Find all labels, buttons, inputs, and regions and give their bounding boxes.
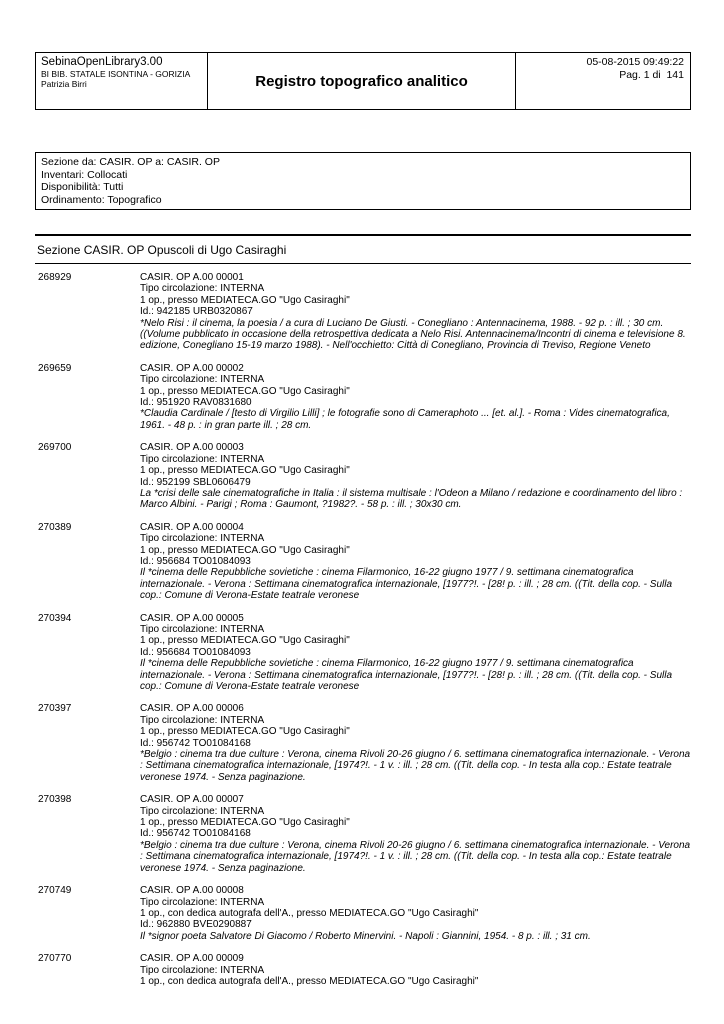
copies-line: 1 op., con dedica autografa dell'A., presso MEDIATECA.GO "Ugo Casiraghi" [140, 975, 479, 987]
bibliographic-description: La *crisi delle sale cinematografiche in Italia : il sistema multisale : l'Odeon a Milano / redazione e coordinamento del libro : Marco Albini. - Parigi ; Roma : Gaumont, ?1982?. - 58 p. : ill. ; 30x30 cm. [140, 487, 683, 511]
bibliographic-description: *Claudia Cardinale / [testo di Virgilio Lilli] ; le fotografie sono di Cameraphoto ... [et. al.]. - Roma : Vides cinematografica, 1961. - 48 p. : in gran parte ill. ; 28 cm. [140, 408, 670, 431]
circulation-type: Tipo circolazione: INTERNA [140, 533, 265, 545]
entry-details [140, 522, 691, 602]
collocation-number: CASIR. OP A.00 00003 [140, 442, 244, 454]
bibliographic-description: Il *signor poeta Salvatore Di Giacomo / Roberto Minervini. - Napoli : Giannini, 1954. - 8 p. : ill. ; 31 cm. [140, 930, 591, 942]
collocation-number: CASIR. OP A.00 00004 [140, 521, 244, 533]
entry-details [140, 703, 691, 783]
bibliographic-description: *Belgio : cinema tra due culture : Verona, cinema Rivoli 20-26 giugno / 6. settimana cinematografica internazionale. - Verona : Settimana cinematografica internazionale, [1974?!. - 1 v. : ill. ; 28 cm. ((Tit. della cop. - In testa alla cop.: Estate teatrale veronese 1974. - Senza paginazione. [140, 839, 691, 874]
report-header [35, 52, 691, 110]
inventory-number: 269659 [38, 362, 72, 374]
filter-inventari: Inventari: Collocati [41, 168, 128, 181]
registry-entry [35, 272, 691, 352]
collocation-number: CASIR. OP A.00 00009 [140, 953, 244, 965]
copies-line: 1 op., presso MEDIATECA.GO "Ugo Casiraghi" [140, 385, 350, 397]
circulation-type: Tipo circolazione: INTERNA [140, 896, 265, 908]
report-title: Registro topografico analitico [255, 72, 468, 90]
section-title: Sezione CASIR. OP Opuscoli di Ugo Casiraghi [37, 243, 287, 257]
entry-details [140, 953, 691, 987]
inventory-number: 270394 [38, 612, 72, 624]
record-id-line: Id.: 956742 TO01084168 [140, 737, 251, 749]
inventory-number: 270749 [38, 885, 72, 897]
record-id-line: Id.: 956684 TO01084093 [140, 555, 251, 567]
copies-line: 1 op., presso MEDIATECA.GO "Ugo Casiraghi" [140, 544, 350, 556]
record-id-line: Id.: 951920 RAV0831680 [140, 397, 252, 409]
registry-entry [35, 794, 691, 874]
page-number-info: Pag. 1 di 141 [619, 69, 684, 81]
entry-details [140, 885, 691, 942]
copies-line: 1 op., presso MEDIATECA.GO "Ugo Casiraghi" [140, 635, 350, 647]
entry-details [140, 613, 691, 693]
circulation-type: Tipo circolazione: INTERNA [140, 805, 265, 817]
inventory-number: 270770 [38, 953, 72, 965]
entry-details [140, 442, 691, 510]
circulation-type: Tipo circolazione: INTERNA [140, 374, 265, 386]
entries-list [35, 272, 691, 987]
app-name: SebinaOpenLibrary3.00 [41, 56, 163, 68]
library-name: BI BIB. STATALE ISONTINA - GORIZIA [41, 69, 191, 79]
collocation-number: CASIR. OP A.00 00006 [140, 703, 244, 715]
copies-line: 1 op., presso MEDIATECA.GO "Ugo Casiraghi" [140, 726, 350, 738]
bibliographic-description: *Belgio : cinema tra due culture : Verona, cinema Rivoli 20-26 giugno / 6. settimana cinematografica internazionale. - Verona : Settimana cinematografica internazionale, [1974?!. - 1 v. : ill. ; 28 cm. ((Tit. della cop. - In testa alla cop.: Estate teatrale veronese 1974. - Senza paginazione. [140, 749, 691, 783]
circulation-type: Tipo circolazione: INTERNA [140, 453, 265, 465]
bibliographic-description: Il *cinema delle Repubbliche sovietiche : cinema Filarmonico, 16-22 giugno 1977 / 9. settimana cinematografica internazionale. - Verona : Settimana cinematografica internazionale, [1977?!. - [28! p. : ill. ; 28 cm. ((Tit. della cop. - Sulla cop.: Comune di Verona-Estate teatrale veronese [140, 658, 673, 692]
page-content [35, 0, 691, 998]
header-center-cell [208, 53, 516, 109]
inventory-number: 270389 [38, 521, 72, 533]
record-id-line: Id.: 942185 URB0320867 [140, 306, 253, 318]
filter-sezione: Sezione da: CASIR. OP a: CASIR. OP [41, 156, 220, 168]
copies-line: 1 op., presso MEDIATECA.GO "Ugo Casiraghi" [140, 817, 350, 829]
entry-details [140, 363, 691, 431]
header-left-cell [36, 53, 208, 109]
entry-details [140, 794, 691, 874]
bibliographic-description: *Nelo Risi : il cinema, la poesia / a cura di Luciano De Giusti. - Conegliano : Antennacinema, 1988. - 92 p. : ill. ; 30 cm. ((Volume pubblicato in occasione della retrospettiva dedicata a Nelo Risi. Antennacinema/Incontri di cinema e televisione 8. edizione, Conegliano 15-19 marzo 1988). - Nell'occhietto: Città di Conegliano, Provincia di Treviso, Regione Veneto [140, 317, 686, 352]
user-name: Patrizia Birri [41, 79, 87, 89]
filter-box [35, 152, 691, 210]
bibliographic-description: Il *cinema delle Repubbliche sovietiche : cinema Filarmonico, 16-22 giugno 1977 / 9. settimana cinematografica internazionale. - Verona : Settimana cinematografica internazionale, [1977?!. - [28! p. : ill. ; 28 cm. ((Tit. della cop. - Sulla cop.: Comune di Verona-Estate teatrale veronese [140, 567, 673, 602]
circulation-type: Tipo circolazione: INTERNA [140, 714, 265, 726]
inventory-number: 269700 [38, 442, 72, 454]
header-right-cell [516, 53, 690, 109]
filter-ordinamento: Ordinamento: Topografico [41, 193, 162, 206]
collocation-number: CASIR. OP A.00 00005 [140, 612, 244, 624]
record-id-line: Id.: 952199 SBL0606479 [140, 476, 251, 488]
registry-entry [35, 522, 691, 602]
registry-entry [35, 703, 691, 783]
circulation-type: Tipo circolazione: INTERNA [140, 964, 265, 976]
registry-entry [35, 613, 691, 693]
collocation-number: CASIR. OP A.00 00002 [140, 362, 244, 374]
circulation-type: Tipo circolazione: INTERNA [140, 623, 265, 635]
entry-details [140, 272, 691, 352]
inventory-number: 270397 [38, 703, 72, 715]
section-divider-bottom [35, 263, 691, 264]
collocation-number: CASIR. OP A.00 00001 [140, 272, 244, 283]
registry-entry [35, 363, 691, 431]
report-datetime: 05-08-2015 09:49:22 [586, 56, 684, 68]
collocation-number: CASIR. OP A.00 00008 [140, 885, 244, 897]
copies-line: 1 op., presso MEDIATECA.GO "Ugo Casiraghi" [140, 294, 350, 306]
record-id-line: Id.: 956742 TO01084168 [140, 828, 251, 840]
copies-line: 1 op., presso MEDIATECA.GO "Ugo Casiraghi" [140, 465, 350, 477]
filter-disponibilita: Disponibilità: Tutti [41, 181, 124, 193]
record-id-line: Id.: 962880 BVE0290887 [140, 919, 252, 931]
copies-line: 1 op., con dedica autografa dell'A., presso MEDIATECA.GO "Ugo Casiraghi" [140, 907, 479, 919]
circulation-type: Tipo circolazione: INTERNA [140, 283, 265, 295]
record-id-line: Id.: 956684 TO01084093 [140, 646, 251, 658]
registry-entry [35, 442, 691, 510]
collocation-number: CASIR. OP A.00 00007 [140, 794, 244, 806]
registry-entry [35, 885, 691, 942]
registry-entry [35, 953, 691, 987]
inventory-number: 270398 [38, 794, 72, 806]
inventory-number: 268929 [38, 272, 72, 283]
